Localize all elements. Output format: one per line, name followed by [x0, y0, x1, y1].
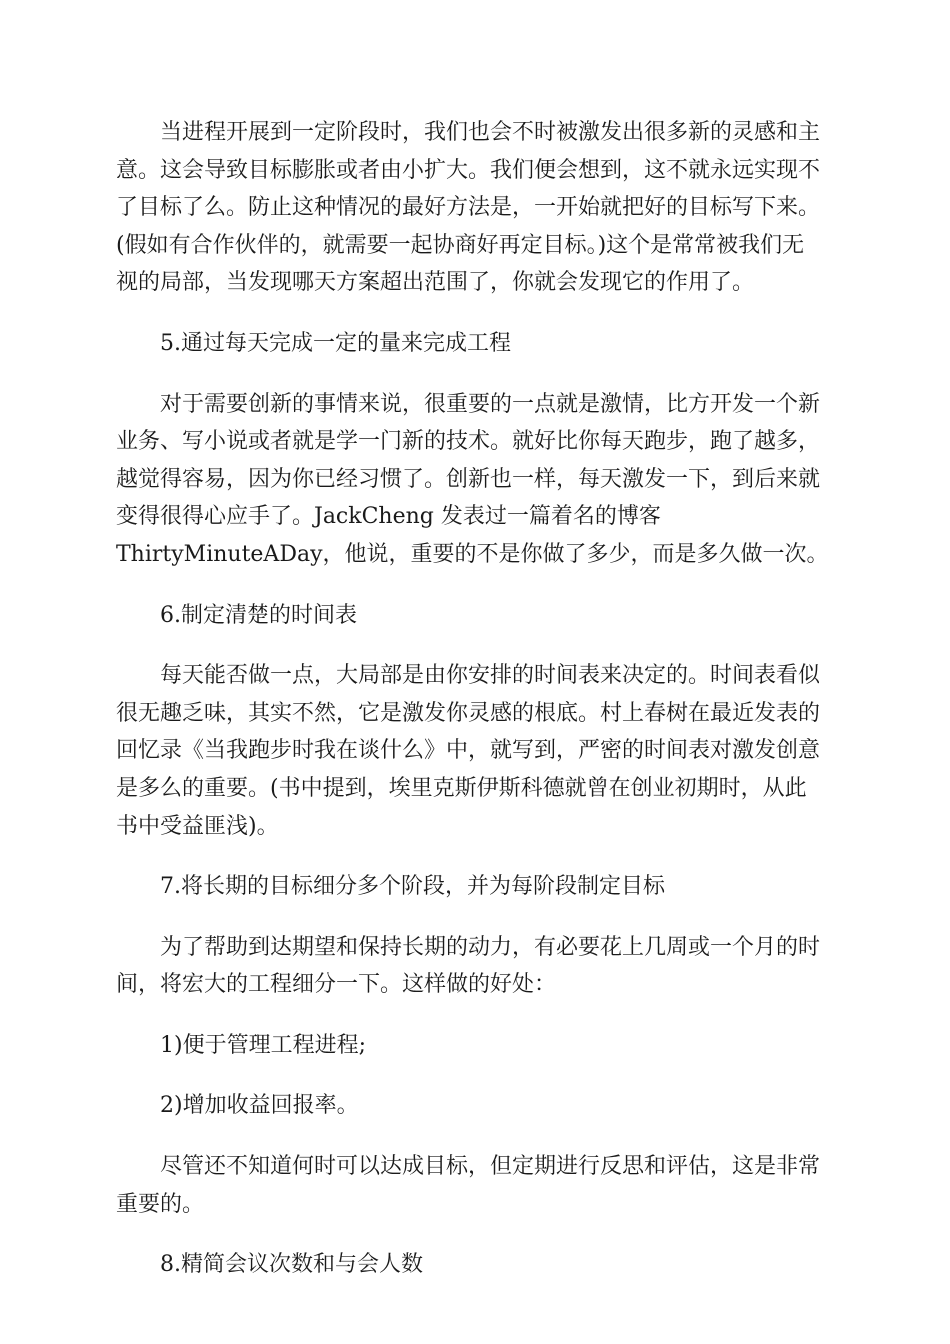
text-line: 1)便于管理工程进程;	[160, 1032, 366, 1058]
paragraph	[116, 929, 834, 1004]
text-line: 意。这会导致目标膨胀或者由小扩大。我们便会想到，这不就永远实现不	[116, 157, 821, 183]
text-line: 是多么的重要。(书中提到，埃里克斯伊斯科德就曾在创业初期时，从此	[116, 775, 807, 801]
paragraph	[116, 868, 834, 906]
paragraph	[116, 1148, 834, 1223]
text-line: 书中受益匪浅)。	[116, 813, 279, 839]
text-line: 重要的。	[116, 1191, 205, 1217]
text-line: 6.制定清楚的时间表	[160, 602, 357, 628]
text-line: 5.通过每天完成一定的量来完成工程	[160, 330, 511, 356]
text-line: 了目标了么。防止这种情况的最好方法是，一开始就把好的目标写下来。	[116, 195, 821, 221]
paragraph	[116, 657, 834, 845]
paragraph	[116, 1246, 834, 1284]
text-line: 当进程开展到一定阶段时，我们也会不时被激发出很多新的灵感和主	[160, 120, 821, 145]
text-line: 2)增加收益回报率。	[160, 1093, 359, 1119]
text-line: 回忆录《当我跑步时我在谈什么》中，就写到，严密的时间表对激发创意	[116, 738, 821, 764]
text-line: 每天能否做一点，大局部是由你安排的时间表来决定的。时间表看似	[160, 663, 821, 689]
text-line: 为了帮助到达期望和保持长期的动力，有必要花上几周或一个月的时	[160, 934, 821, 960]
paragraph	[116, 597, 834, 635]
text-line: 间，将宏大的工程细分一下。这样做的好处：	[116, 972, 557, 998]
text-line: 变得很得心应手了。JackCheng 发表过一篇着名的博客	[116, 504, 661, 530]
paragraph	[116, 1087, 834, 1125]
text-line: 越觉得容易，因为你已经习惯了。创新也一样，每天激发一下，到后来就	[116, 466, 821, 492]
text-line: (假如有合作伙伴的，就需要一起协商好再定目标。)这个是常常被我们无	[116, 232, 805, 258]
text-line: 业务、写小说或者就是学一门新的技术。就好比你每天跑步，跑了越多，	[116, 429, 821, 455]
text-line: 很无趣乏味，其实不然，它是激发你灵感的根底。村上春树在最近发表的	[116, 700, 821, 726]
text-line: ThirtyMinuteADay，他说，重要的不是你做了多少，而是多久做一次。	[116, 541, 829, 567]
paragraph	[116, 114, 834, 302]
text-line: 视的局部，当发现哪天方案超出范围了，你就会发现它的作用了。	[116, 270, 755, 296]
text-line: 对于需要创新的事情来说，很重要的一点就是激情，比方开发一个新	[160, 391, 821, 417]
text-line: 尽管还不知道何时可以达成目标，但定期进行反思和评估，这是非常	[160, 1154, 821, 1180]
document-body	[116, 114, 834, 1307]
paragraph	[116, 1027, 834, 1065]
text-line: 8.精简会议次数和与会人数	[160, 1252, 423, 1278]
paragraph	[116, 325, 834, 363]
text-line: 7.将长期的目标细分多个阶段，并为每阶段制定目标	[160, 874, 665, 900]
paragraph	[116, 386, 834, 574]
